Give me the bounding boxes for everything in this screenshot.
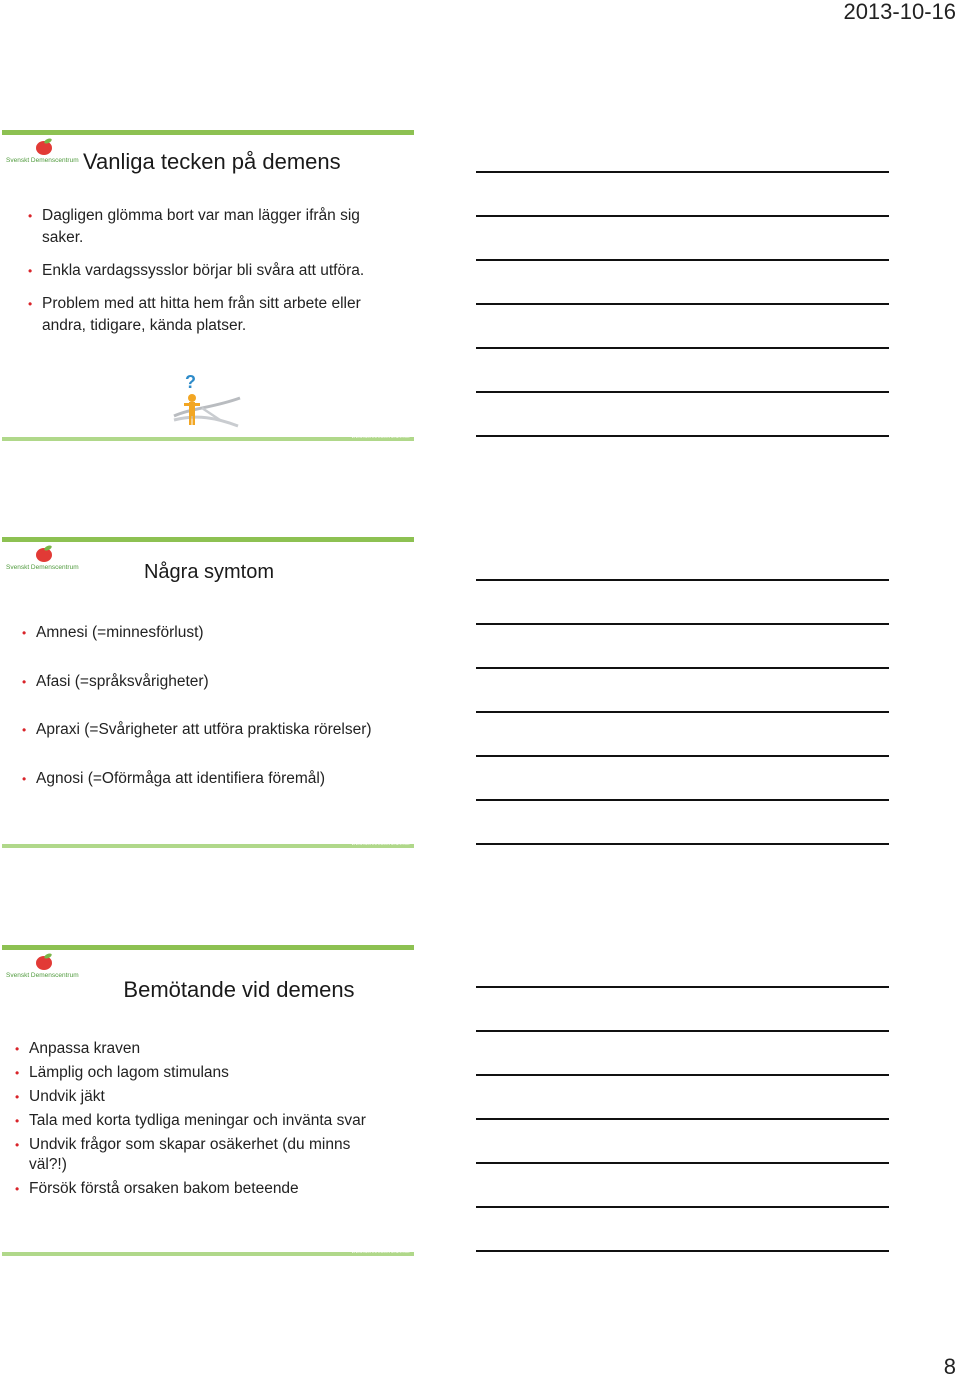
apple-logo-icon xyxy=(33,138,55,156)
slide-nagra-symtom xyxy=(0,537,414,848)
note-line xyxy=(476,667,889,669)
slide-vanliga-tecken xyxy=(0,130,414,441)
note-line xyxy=(476,1118,889,1120)
note-line xyxy=(476,1250,889,1252)
note-line xyxy=(476,1162,889,1164)
list-item: • Afasi (=språksvårigheter) xyxy=(22,672,209,690)
list-item: • Apraxi (=Svårigheter att utföra praktiska rörelser) xyxy=(22,721,372,738)
slide-footer-url: www.demenscentrum.se xyxy=(351,1249,410,1255)
bullet-list xyxy=(15,1039,404,1203)
bullet-list xyxy=(22,623,411,817)
bullet-icon: • xyxy=(22,771,27,786)
note-line xyxy=(476,711,889,713)
slide-title: Bemötande vid demens xyxy=(123,977,355,1002)
logo-text: Svenskt Demenscentrum xyxy=(6,157,79,164)
note-line xyxy=(476,1030,889,1032)
notes-lines-1 xyxy=(476,0,889,1383)
bullet-icon: • xyxy=(15,1182,20,1196)
note-line xyxy=(476,303,889,305)
slide-top-bar xyxy=(2,130,414,135)
bullet-icon: • xyxy=(22,674,27,689)
question-mark-figure-icon xyxy=(172,368,242,428)
bullet-icon: • xyxy=(28,264,33,278)
list-item: • Enkla vardagssysslor börjar bli svåra att utföra. xyxy=(42,260,392,282)
note-line xyxy=(476,171,889,173)
page-date: 2013-10-16 xyxy=(843,0,956,24)
note-line xyxy=(476,986,889,988)
note-line xyxy=(476,755,889,757)
slide-bemotande xyxy=(0,945,414,1256)
note-line xyxy=(476,1206,889,1208)
list-item: • Agnosi (=Oförmåga att identifiera föremål) xyxy=(22,769,326,787)
note-line xyxy=(476,391,889,393)
slide-top-bar xyxy=(2,945,414,950)
page-number: 8 xyxy=(943,1354,956,1379)
logo-text: Svenskt Demenscentrum xyxy=(6,972,79,979)
apple-logo-icon xyxy=(33,953,55,971)
slide-footer-url: www.demenscentrum.se xyxy=(351,434,410,440)
list-item: • Dagligen glömma bort var man lägger ifrån sig saker. xyxy=(28,207,360,246)
list-item: • Försök förstå orsaken bakom beteende xyxy=(15,1180,299,1197)
bullet-icon: • xyxy=(15,1114,20,1128)
slide-title: Några symtom xyxy=(143,561,275,583)
bullet-icon: • xyxy=(22,723,27,737)
slide-top-bar xyxy=(2,537,414,542)
list-item: • Undvik jäkt xyxy=(15,1088,105,1105)
svg-text:?: ? xyxy=(185,372,196,392)
bullet-icon: • xyxy=(15,1066,20,1080)
note-line xyxy=(476,1074,889,1076)
bullet-icon: • xyxy=(15,1090,20,1104)
bullet-icon: • xyxy=(15,1138,20,1152)
bullet-icon: • xyxy=(28,209,33,223)
list-item: • Amnesi (=minnesförlust) xyxy=(22,624,204,641)
note-line xyxy=(476,215,889,217)
list-item: • Tala med korta tydliga meningar och invänta svar xyxy=(15,1112,366,1129)
list-item: • Undvik frågor som skapar osäkerhet (du minns väl?!) xyxy=(15,1136,351,1173)
list-item: • Problem med att hitta hem från sitt arbete eller andra, tidigare, kända platser. xyxy=(28,295,361,334)
note-line xyxy=(476,579,889,581)
note-line xyxy=(476,347,889,349)
bullet-icon: • xyxy=(28,297,33,311)
list-item: • Anpassa kraven xyxy=(15,1040,141,1057)
note-line xyxy=(476,259,889,261)
note-line xyxy=(476,435,889,437)
bullet-icon: • xyxy=(15,1042,20,1056)
logo xyxy=(5,138,83,168)
bullet-icon: • xyxy=(22,626,27,640)
logo-text: Svenskt Demenscentrum xyxy=(6,564,79,571)
note-line xyxy=(476,623,889,625)
slide-footer-url: www.demenscentrum.se xyxy=(351,841,410,847)
slide-title: Vanliga tecken på demens xyxy=(83,149,341,174)
note-line xyxy=(476,843,889,845)
list-item: • Lämplig och lagom stimulans xyxy=(15,1064,229,1081)
note-line xyxy=(476,799,889,801)
bullet-list xyxy=(28,205,392,348)
